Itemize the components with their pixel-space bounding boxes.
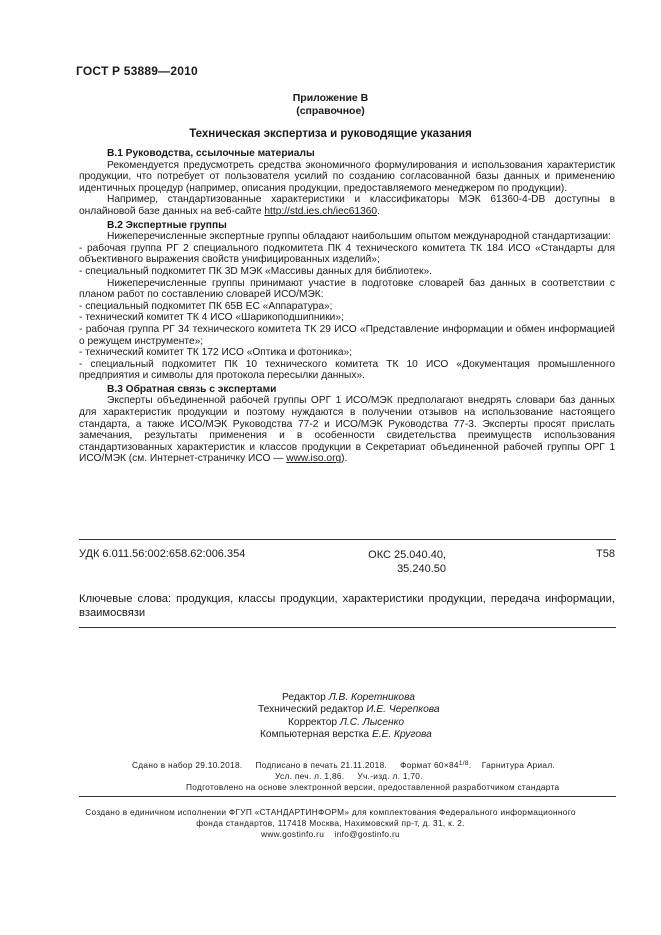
list-item: - специальный подкомитет ПК 65В ЕС «Аппаратура»; [79, 300, 333, 312]
paragraph-end: . [377, 205, 380, 217]
footer-line: фонда стандартов, 117418 Москва, Нахимовский пр-т, д. 31, к. 2. [196, 818, 465, 828]
staff-row [0, 704, 661, 716]
classification-code: Т58 [596, 548, 615, 560]
list-item: - рабочая группа РГ 2 специального подкомитета ПК 4 технического комитета ТК 184 ИСО «Стандарты для объективного выражения свойств унифицированных изделий»; [79, 242, 615, 266]
print-info-line2 [275, 771, 423, 781]
udk-code: УДК 6.011.56:002:658.62:006.354 [79, 548, 246, 560]
paragraph: Рекомендуется предусмотреть средства экономичного формулирования и использования характеристик продукции, что потребует от пользователя усилий по созданию согласованной базы данных и применению идентичных процедур (например, описания продукции, предоставляемого менеджером по продукции). [79, 159, 615, 194]
website-link[interactable]: www.gostinfo.ru [261, 829, 325, 839]
print-info-item: Подписано в печать 21.11.2018. [255, 760, 388, 770]
print-info-item: Усл. печ. л. 1,86. [275, 771, 345, 781]
paragraph: Нижеперечисленные группы принимают участие в подготовке словарей баз данных в соответствии с планом работ по составлению словарей ИСО/МЭК: [79, 277, 615, 301]
publisher-footer [0, 807, 661, 840]
oks-line: 35.240.50 [397, 563, 446, 575]
staff-name: И.Е. Черепкова [366, 704, 440, 716]
staff-role: Технический редактор [258, 704, 364, 716]
keywords: Ключевые слова: продукция, классы продукции, характеристики продукции, передача информации, взаимосвязи [79, 593, 615, 619]
email-link[interactable]: info@gostinfo.ru [334, 829, 400, 839]
print-info-line1: Сдано в набор 29.10.2018. Подписано в печать 21.11.2018. Формат $60\times 84^{1/8}$. Гарнитура Ариал. [132, 760, 556, 770]
section-heading-b3: В.3 Обратная связь с экспертами [107, 383, 277, 395]
staff-name: Е.Е. Кругова [371, 728, 432, 740]
divider [79, 796, 616, 797]
staff-role: Компьютерная верстка [260, 728, 370, 740]
paragraph: Нижеперечисленные экспертные группы обладают наибольшим опытом международной стандартизации: [107, 231, 611, 243]
divider [79, 627, 616, 628]
list-item: - специальный подкомитет ПК 3D МЭК «Массивы данных для библиотек». [79, 265, 433, 277]
divider [79, 539, 616, 540]
print-info-item: Сдано в набор 29.10.2018. [132, 760, 243, 770]
staff-row [0, 729, 661, 741]
staff-role: Редактор [282, 692, 326, 703]
print-info-item: Формат 60×84 [400, 760, 459, 770]
oks-line: ОКС 25.040.40, [368, 549, 446, 561]
paragraph-with-link [79, 194, 615, 217]
staff-name: Л.С. Лысенко [339, 716, 405, 728]
print-info-item: Гарнитура Ариал. [481, 760, 556, 770]
footer-line: Создано в единичном исполнении ФГУП «СТАНДАРТИНФОРМ» для комплектования Федерального информационного [85, 807, 576, 817]
iec-database-link[interactable]: http://std.ies.ch/iec61360 [264, 205, 378, 217]
list-item: - технический комитет ТК 4 ИСО «Шарикоподшипники»; [79, 312, 344, 324]
footer-line [0, 829, 661, 840]
staff-role: Корректор [288, 716, 338, 728]
staff-credits [0, 692, 661, 741]
annex-body [79, 148, 615, 465]
section-heading-b1: В.1 Руководства, ссылочные материалы [107, 148, 315, 159]
staff-name: Л.В. Коретникова [328, 692, 415, 703]
paragraph-text: Например, стандартизованные характеристики и классификаторы МЭК 61360-4-DB доступны в онлайновой базе данных на веб-сайте [79, 194, 615, 217]
paragraph-with-link [79, 395, 615, 465]
oks-codes [356, 548, 446, 576]
annex-title: Приложение В [292, 92, 369, 104]
print-info-item: Уч.-изд. л. 1,70. [357, 771, 423, 781]
staff-row [0, 717, 661, 729]
list-item: - технический комитет ТК 172 ИСО «Оптика и фотоника»; [79, 347, 353, 359]
paragraph-end: ). [341, 453, 348, 465]
list-item: - специальный подкомитет ПК 10 технического комитета ТК 10 ИСО «Документация промышленного предприятия и символы для протокола пересылки данных». [79, 358, 615, 382]
document-header: ГОСТ Р 53889—2010 [76, 64, 198, 78]
print-format-fraction: 1/8 [458, 760, 469, 767]
paragraph-text: Эксперты объединенной рабочей группы ОРГ 1 ИСО/МЭК предполагают внедрять словари баз данных для характеристик продукции и поэтому нуждаются в получении отзывов на использование настоящего стандарта, а также ИСО/МЭК Руководства 77-2 и ИСО/МЭК Руководства 77-3. Эксперты просят прислать замечания, результаты применения и в особенности свидетельства преимуществ использования стандартизованных характеристик и классов продукции в Секретариат объединенной рабочей группы ОРГ 1 ИСО/МЭК (см. Интернет-страничку ИСО — [79, 395, 615, 465]
list-item: - рабочая группа РГ 34 технического комитета ТК 29 ИСО «Представление информации и обмен информацией о режущем инструменте»; [79, 323, 615, 347]
section-heading-b2: В.2 Экспертные группы [107, 219, 227, 231]
main-title: Техническая экспертиза и руководящие указания [189, 128, 472, 140]
staff-row [0, 692, 661, 704]
annex-subtitle: (справочное) [296, 105, 365, 117]
iso-site-link[interactable]: www.iso.org [286, 453, 342, 465]
print-info-line3: Подготовлено на основе электронной версии, предоставленной разработчиком стандарта [186, 782, 560, 792]
